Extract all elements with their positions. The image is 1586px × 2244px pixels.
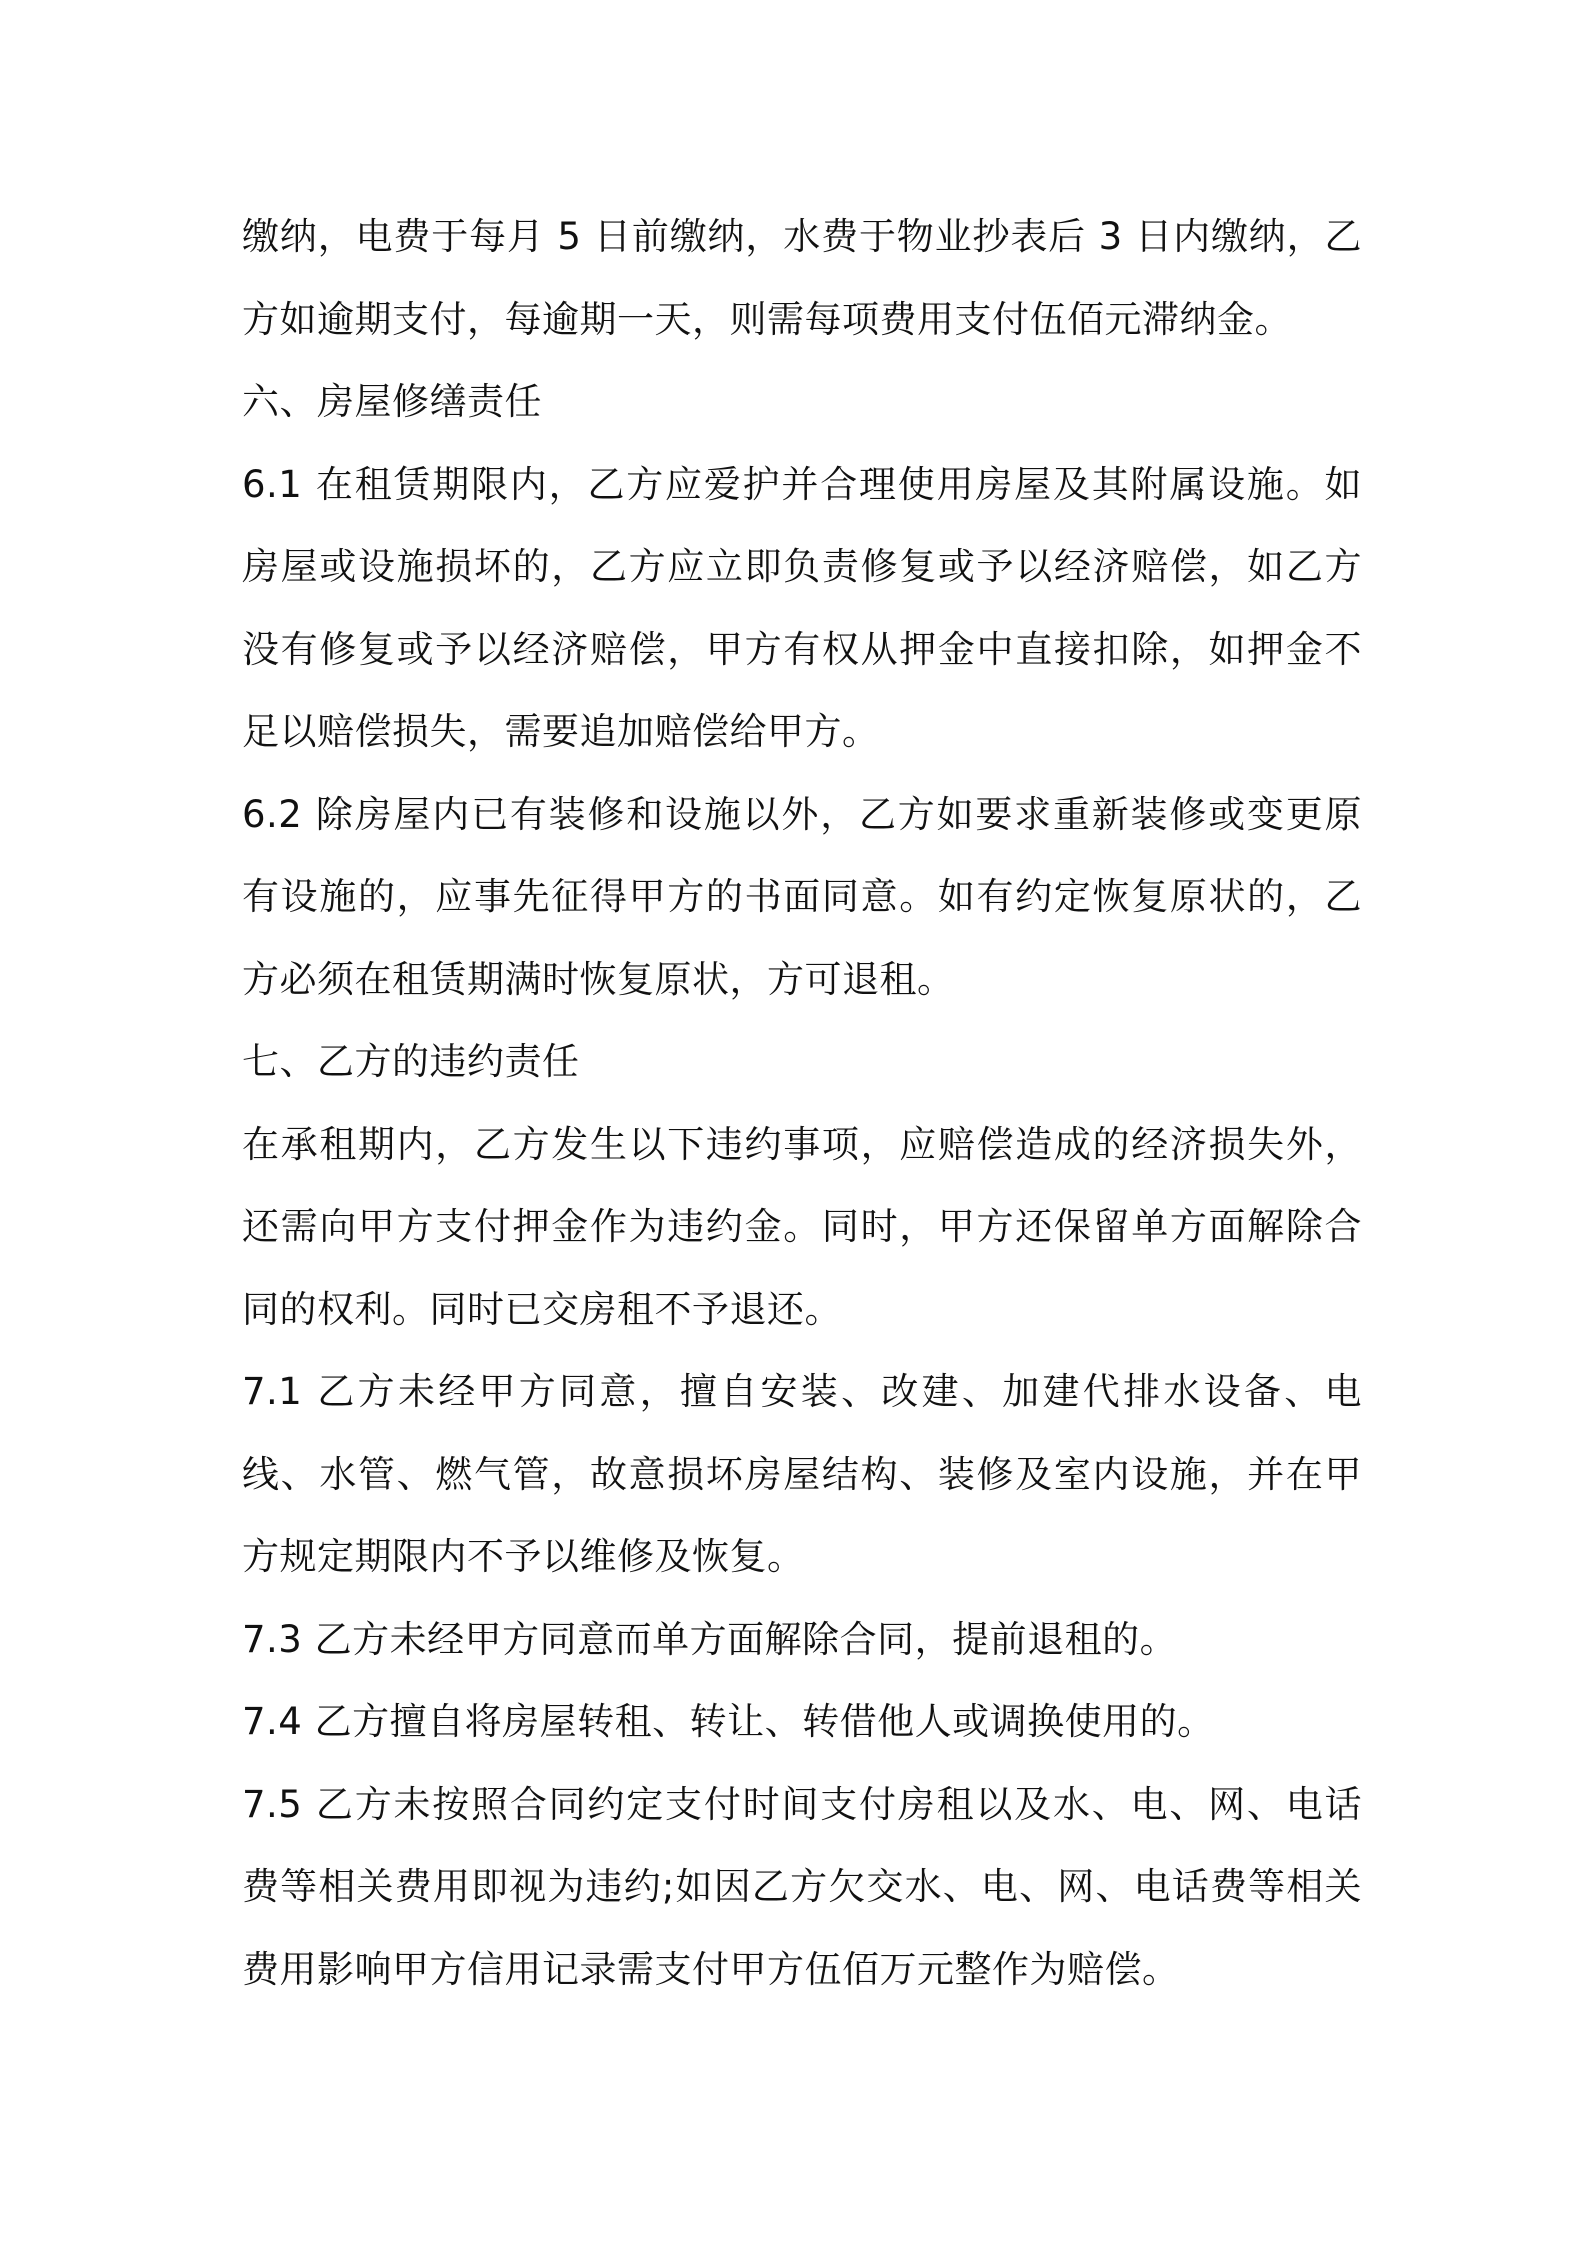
clause-7-4: 7.4 乙方擅自将房屋转租、转让、转借他人或调换使用的。 (242, 1700, 1215, 1743)
clause-7-3: 7.3 乙方未经甲方同意而单方面解除合同，提前退租的。 (242, 1617, 1178, 1661)
paragraph-late-fee: 缴纳，电费于每月 5 日前缴纳，水费于物业抄表后 3 日内缴纳，乙方如逾期支付，每逾期一天，则需每项费用支付伍佰元滞纳金。 (242, 215, 1362, 341)
clause-6-1: 6.1 在租赁期限内，乙方应爱护并合理使用房屋及其附属设施。如房屋或设施损坏的，乙方应立即负责修复或予以经济赔偿，如乙方没有修复或予以经济赔偿，甲方有权从押金中直接扣除，如押金不足以赔偿损失，需要追加赔偿给甲方。 (242, 462, 1362, 753)
clause-7-5: 7.5 乙方未按照合同约定支付时间支付房租以及水、电、网、电话费等相关费用即视为违约;如因乙方欠交水、电、网、电话费等相关费用影响甲方信用记录需支付甲方伍佰万元整作为赔偿。 (242, 1782, 1362, 1991)
section-heading-6: 六、房屋修缮责任 (242, 380, 542, 423)
section-7-intro: 在承租期内，乙方发生以下违约事项，应赔偿造成的经济损失外，还需向甲方支付押金作为违约金。同时，甲方还保留单方面解除合同的权利。同时已交房租不予退还。 (242, 1122, 1362, 1331)
clause-6-2: 6.2 除房屋内已有装修和设施以外，乙方如要求重新装修或变更原有设施的，应事先征得甲方的书面同意。如有约定恢复原状的，乙方必须在租赁期满时恢复原状，方可退租。 (242, 792, 1362, 1001)
section-heading-7: 七、乙方的违约责任 (242, 1040, 580, 1083)
clause-7-1: 7.1 乙方未经甲方同意，擅自安装、改建、加建代排水设备、电线、水管、燃气管，故意损坏房屋结构、装修及室内设施，并在甲方规定期限内不予以维修及恢复。 (242, 1370, 1362, 1578)
document-body (242, 196, 1362, 2011)
